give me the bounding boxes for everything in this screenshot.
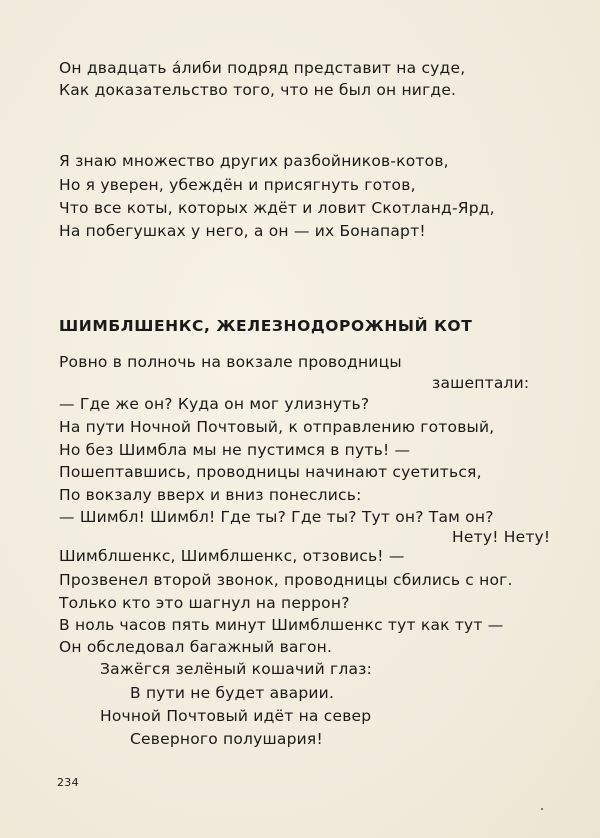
poem-line: Нету! Нету! bbox=[452, 528, 551, 546]
stanza2-line: Я знаю множество других разбойников-котов, bbox=[59, 152, 449, 170]
poem-line: Но без Шимбла мы не пустимся в путь! — bbox=[59, 441, 411, 459]
poem-line: Ровно в полночь на вокзале проводницы bbox=[59, 353, 402, 371]
paper-speck bbox=[541, 808, 543, 810]
poem-line: На пути Ночной Почтовый, к отправлению готовый, bbox=[59, 418, 495, 436]
poem-title: ШИМБЛШЕНКС, ЖЕЛЕЗНОДОРОЖНЫЙ КОТ bbox=[59, 317, 473, 335]
page-number: 234 bbox=[57, 776, 79, 789]
poem-line: Северного полушария! bbox=[130, 730, 323, 748]
poem-line: Он обследовал багажный вагон. bbox=[59, 638, 333, 656]
poem-line: — Где же он? Куда он мог улизнуть? bbox=[59, 395, 370, 413]
stanza2-line: Но я уверен, убеждён и присягнуть готов, bbox=[59, 176, 416, 194]
poem-line: В пути не будет аварии. bbox=[130, 684, 335, 702]
poem-line: — Шимбл! Шимбл! Где ты? Где ты? Тут он? Там он? bbox=[59, 508, 494, 526]
poem-line: Шимблшенкс, Шимблшенкс, отзовись! — bbox=[59, 547, 405, 565]
poem-line: зашептали: bbox=[432, 374, 530, 392]
poem-line: Прозвенел второй звонок, проводницы сбились с ног. bbox=[59, 571, 513, 589]
stanza1-line: Он двадцать а́либи подряд представит на суде, bbox=[59, 59, 466, 77]
poem-line: Пошептавшись, проводницы начинают суетиться, bbox=[59, 463, 482, 481]
poem-line: Зажёгся зелёный кошачий глаз: bbox=[100, 660, 373, 678]
stanza2-line: На побегушках у него, а он — их Бонапарт! bbox=[59, 222, 426, 240]
stanza2-line: Что все коты, которых ждёт и ловит Скотланд-Ярд, bbox=[59, 199, 495, 217]
stanza1-line: Как доказательство того, что не был он нигде. bbox=[59, 81, 457, 99]
poem-line: Ночной Почтовый идёт на север bbox=[100, 707, 372, 725]
poem-line: По вокзалу вверх и вниз понеслись: bbox=[59, 486, 362, 504]
poem-line: Только кто это шагнул на перрон? bbox=[59, 594, 350, 612]
poem-line: В ноль часов пять минут Шимблшенкс тут как тут — bbox=[59, 616, 504, 634]
